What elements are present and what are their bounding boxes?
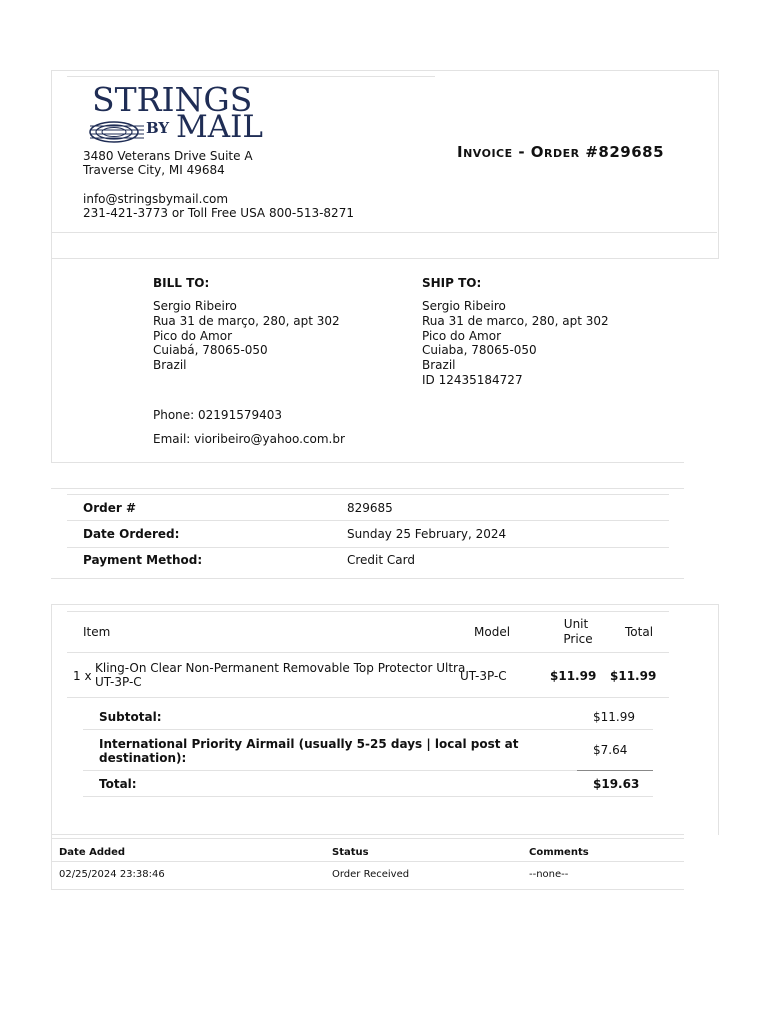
ship-to-id: ID 12435184727 (422, 373, 523, 387)
history-date: 02/25/2024 23:38:46 (59, 869, 165, 880)
items-header-bottom-rule (67, 652, 669, 653)
store-phone: 231-421-3773 or Toll Free USA 800-513-8271 (83, 206, 354, 220)
history-status: Order Received (332, 869, 410, 880)
header-bottom-divider (51, 232, 717, 233)
items-col-item: Item (83, 625, 111, 639)
totals-rule-1 (83, 729, 653, 730)
history-col-date: Date Added (59, 847, 126, 858)
ship-to-street: Rua 31 de marco, 280, apt 302 (422, 314, 609, 328)
items-rows-bottom-rule (67, 697, 669, 698)
bill-to-street: Rua 31 de março, 280, apt 302 (153, 314, 340, 328)
totals-bottom-rule (83, 796, 653, 797)
order-info-bottom-rule (51, 578, 684, 579)
history-col-comments: Comments (529, 847, 589, 858)
items-col-total: Total (625, 625, 654, 639)
ship-to-city: Cuiaba, 78065-050 (422, 343, 537, 357)
store-address-line2: Traverse City, MI 49684 (83, 163, 225, 177)
history-comments: --none-- (529, 869, 569, 880)
ship-to-district: Pico do Amor (422, 329, 502, 343)
store-address-line1: 3480 Veterans Drive Suite A (83, 149, 253, 163)
history-col-status: Status (332, 847, 369, 858)
ship-to-name: Sergio Ribeiro (422, 299, 506, 313)
order-info-rule-1 (67, 520, 669, 521)
item-name-line2: UT-3P-C (95, 675, 142, 689)
total-sum-rule (577, 770, 653, 771)
shipping-label-line2: destination): (99, 751, 187, 765)
items-col-model: Model (474, 625, 511, 639)
items-col-unit-price-1: Unit (563, 617, 589, 631)
address-section (51, 257, 718, 463)
bill-to-phone: Phone: 02191579403 (153, 408, 283, 422)
date-ordered-label: Date Ordered: (83, 527, 180, 541)
shipping-label-line1: International Priority Airmail (usually 5-25 days | local post at (99, 737, 519, 751)
address-section-divider-2 (51, 488, 684, 489)
logo-mail-text: MAIL (176, 109, 263, 145)
item-qty: 1 x (73, 669, 92, 683)
bill-to-district: Pico do Amor (153, 329, 233, 343)
ship-to-heading: SHIP TO: (422, 276, 482, 290)
strings-by-mail-logo (84, 80, 263, 148)
bill-to-email[interactable]: Email: vioribeiro@yahoo.com.br (153, 432, 345, 446)
date-ordered-value: Sunday 25 February, 2024 (347, 527, 507, 541)
item-unit-price: $11.99 (550, 669, 597, 683)
store-email: info@stringsbymail.com (83, 192, 229, 206)
bill-to-name: Sergio Ribeiro (153, 299, 237, 313)
logo-strings-text: STRINGS (92, 80, 253, 119)
items-header-top-rule (67, 611, 669, 612)
item-name-line1: Kling-On Clear Non-Permanent Removable Top Protector Ultra (95, 661, 466, 675)
subtotal-value: $11.99 (593, 710, 635, 724)
bill-to-country: Brazil (153, 358, 187, 372)
subtotal-label: Subtotal: (99, 710, 162, 724)
total-label: Total: (99, 777, 137, 791)
totals-rule-2 (83, 770, 577, 771)
history-rule-1 (51, 838, 684, 839)
invoice-title: Invoice - Order #829685 (457, 143, 665, 161)
order-info-top-rule (67, 494, 669, 495)
header-top-divider (67, 76, 435, 77)
order-number-label: Order # (83, 501, 136, 515)
order-info-rule-2 (67, 547, 669, 548)
items-col-unit-price-2: Price (563, 632, 593, 646)
address-section-divider (51, 462, 684, 463)
order-number-value: 829685 (347, 501, 393, 515)
payment-method-value: Credit Card (347, 553, 415, 567)
logo-by-text: BY (146, 119, 170, 137)
history-rule-2 (51, 861, 684, 862)
item-model: UT-3P-C (460, 669, 507, 683)
ship-to-country: Brazil (422, 358, 456, 372)
payment-method-label: Payment Method: (83, 553, 203, 567)
bill-to-heading: BILL TO: (153, 276, 210, 290)
item-total: $11.99 (610, 669, 657, 683)
total-value: $19.63 (593, 777, 640, 791)
bill-to-city: Cuiabá, 78065-050 (153, 343, 268, 357)
shipping-value: $7.64 (593, 743, 628, 757)
history-bottom-rule (51, 889, 684, 890)
